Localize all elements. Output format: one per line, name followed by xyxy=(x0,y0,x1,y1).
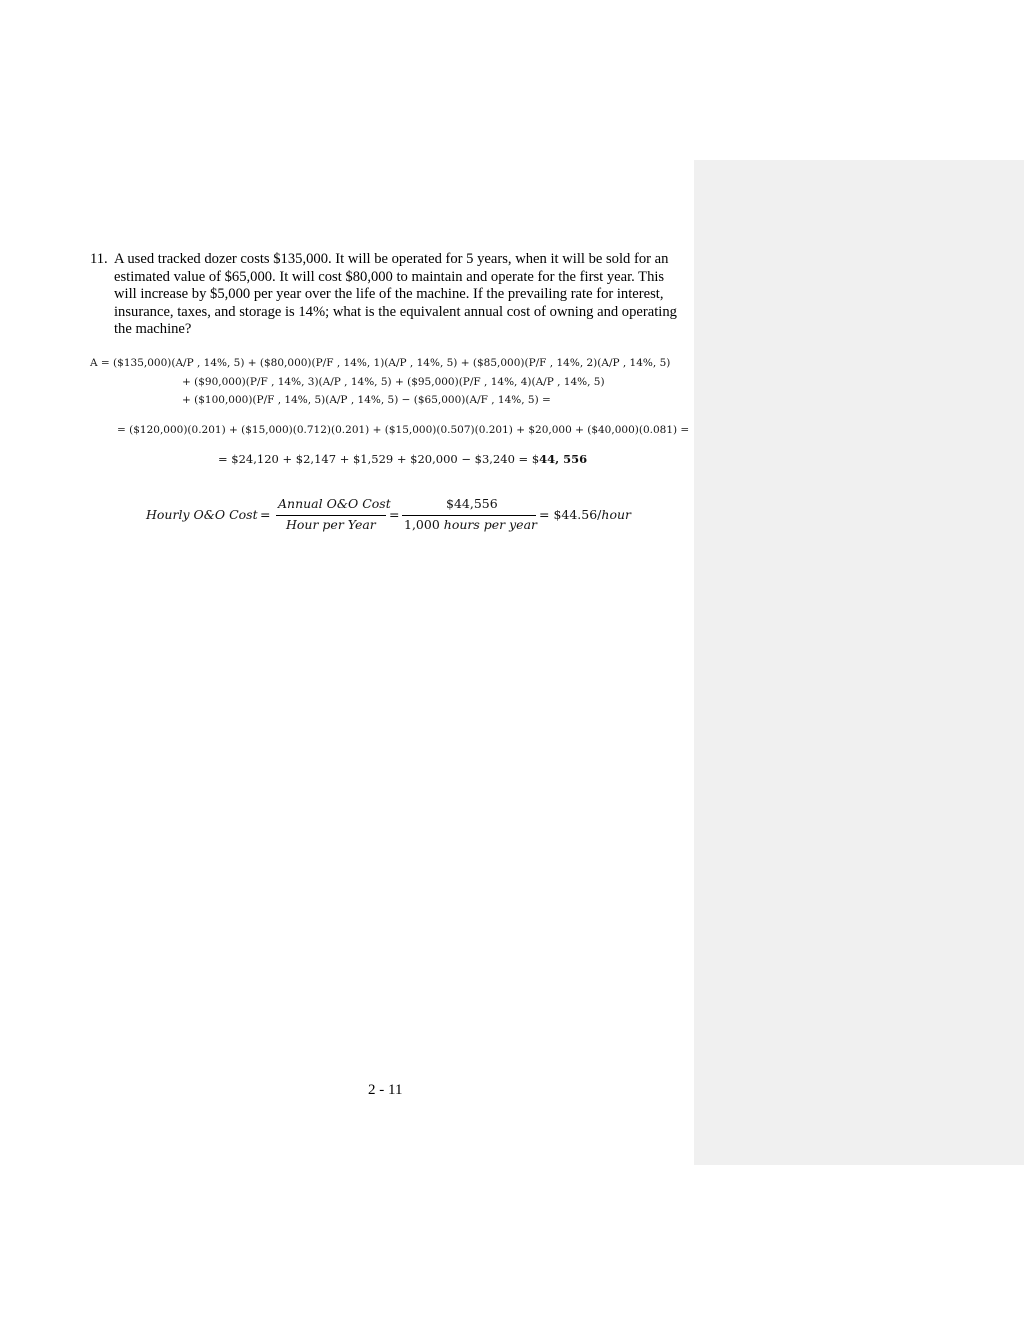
equation-line-5 xyxy=(218,452,587,466)
comment-pane xyxy=(694,160,1024,1165)
hourly-equals-1: = xyxy=(260,507,271,522)
fraction-1-denominator: Hour per Year xyxy=(286,517,376,532)
equation-result: 44, 556 xyxy=(539,452,588,466)
fraction-2-numerator: $44,556 xyxy=(446,496,498,511)
equation-line-4: = ($120,000)(0.201) + ($15,000)(0.712)(0.201) + ($15,000)(0.507)(0.201) + $20,000 + ($40,000)(0.081) = xyxy=(117,424,690,436)
problem-text: A used tracked dozer costs $135,000. It will be operated for 5 years, when it will be sold for an estimated value of $65,000. It will cost $80,000 to maintain and operate for the first year. This will increase by $5,000 per year over the life of the machine. If the prevailing rate for interest, insurance, taxes, and storage is 14%; what is the equivalent annual cost of owning and operating the machine? xyxy=(114,251,677,338)
problem-statement xyxy=(90,251,690,339)
fraction-1-numerator: Annual O&O Cost xyxy=(278,496,391,511)
fraction-1-bar xyxy=(276,515,386,516)
equation-line-3: + ($100,000)(P/F , 14%, 5)(A/P , 14%, 5) − ($65,000)(A/F , 14%, 5) = xyxy=(182,394,551,406)
page-number: 2 - 11 xyxy=(368,1082,403,1098)
equation-line-1: A = ($135,000)(A/P , 14%, 5) + ($80,000)(P/F , 14%, 1)(A/P , 14%, 5) + ($85,000)(P/F , 14%, 2)(A/P , 14%, 5) xyxy=(90,357,671,369)
equation-line-5-terms: = $24,120 + $2,147 + $1,529 + $20,000 − $3,240 = $ xyxy=(218,452,540,466)
fraction-2-denominator: 1,000 hours per year xyxy=(404,517,537,532)
fraction-2-bar xyxy=(402,515,536,516)
hourly-equals-2: = xyxy=(389,507,400,522)
hourly-result: = $44.56/hour xyxy=(539,507,632,522)
equation-line-2: + ($90,000)(P/F , 14%, 3)(A/P , 14%, 5) + ($95,000)(P/F , 14%, 4)(A/P , 14%, 5) xyxy=(182,376,605,388)
hourly-label: Hourly O&O Cost xyxy=(146,507,258,522)
problem-number: 11. xyxy=(90,251,108,267)
